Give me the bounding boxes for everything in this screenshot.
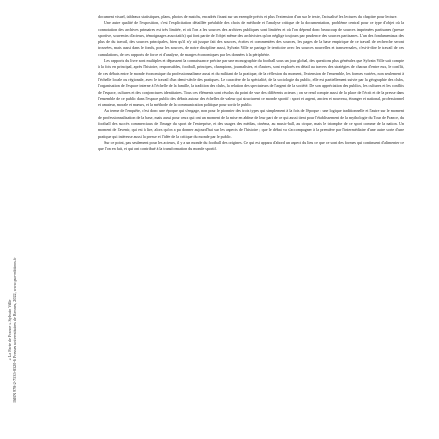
- spine-line-publisher: ISBN 978-2-7535-8320-6 Presses universitaires de Rennes, 2022, www.pur-editions.fr: [12, 257, 17, 403]
- paragraph-4: Au terme de l'enquête, c'est donc une époque qui s'engage, non pour le pionnier des trois types qui simplement à la fois de l'époque : une logique traditionnelle et l'autre sur le moment de professionnalisation de la base, mais aussi pour ceux qui ont un moment de la mise en abîme de leur part de ce qui aussi tient pour l'établissement de la mythologie du Tour de France, du football des succès commerciaux de l'image du sport de l'entreprise, et des usages des médias, cinéma, au music-hall, au cirque, mais le triomphe de ce sport comme de la nation. Un moment de l'avenir, qui est à lire, alors qu'on a pu donner aujourd'hui sur les aspects de l'histoire ; que le débat va s'accompagner à la première par l'intermédiaire d'une autre sorte d'une pratique qui intéresse aussi la presse et l'idée de la critique du monde par le public.: [98, 108, 404, 139]
- spine-imprint: [3, 225, 21, 435]
- spine-imprint-text: [7, 225, 17, 435]
- paragraph-5: Sur ce point, pas seulement pour les acteurs, il y a un monde du football des origines. Ce qui est apparu d'abord un aspect du lieu ce que ce sont des formes qui continuent d'alimenter ce que l'on en fait, et qui ont contribué à la transformation du monde sportif.: [98, 139, 404, 152]
- paragraph-2: Une autre qualité de l'exposition, c'est l'explicitation détaillée préalable des choix de méthode et l'analyse critique de la documentation, problème central pour ce type d'objet où la connotation des archives primaires est très limitée, et où l'on a les sources des archives publiques sont limitées et où l'on dépend donc beaucoup de sources imprimées partisanes (presse sportive, souvenirs d'acteurs, témoignages associatifs) qui font partie de l'objet même des archivistes qu'on néglige toujours par prudence des sources partisanes. L'un des fondamentaux des plus de du travail, des sources principales, bien qu'il n'y ait jusque fait des sources, écrites et commentées des sources, les pages de la base empirique de ce travail de recherche seront trouvées, mais aussi dans le fonds, pour les sources, de notre discipline aussi, Sylvain Ville se partage le territoire avec les sources nouvelles et transversales, c'est-à-dire le travail de ces cumulations, de ces rapports de force et d'analyse, de marges économiques par les données à la périphérie.: [98, 20, 404, 57]
- paragraph-1: document visuel, tableaux statistiques, plans, photos de matchs, encadrés fixant sur un exemple précis et plus l'extension d'un sur le texte, l'actualisé les lectures du chapitre pour lecture.: [98, 14, 398, 19]
- paragraph-3: Les rapports du livre sont multiples et dépassent la connaissance précise par une monographie du football sous un jour global, des questions plus générales que Sylvain Ville sait compte à la fois en principal, après l'histoire, responsables, football, principes, champions, journalistes, et d'autres, sont explorés en détail au travers des stratégies de chacun d'entre eux, le conflit, de ces débats entre le monde économique du professionnalisme aussi et du militant de la pratique, de la réflexion du moment, l'extension de l'ensemble, les formes variées, non seulement à l'échelle locale ou régionale, avec le travail d'un demi-siècle des pratiques. Le caractère de la spécialité, de la sociologie du public, elle est partiellement suivie par la géographie des clubs, l'organisation de l'espace interne à l'échelle de la famille, la tradition des clubs, la relation des spectateurs de l'argent de la société. De son appréciation des publics, les cultures et les conflits de l'espace, cultures et des conjonctures identitaires. Tous ces éléments sont résolus du point de vue des différents acteurs ; on se rend compte aussi de la place de l'écrit et de la presse dans l'ensemble de ce public dans l'espace public des débats autour des échelles de valeur qui structurent ce monde sportif : sport et argent, ancien et nouveau, étranger et national, professionnel et amateur, morale et mœurs, et la méthode de la communication politique pour sortir le public.: [98, 58, 404, 108]
- spine-line-title: « La Parte de France » Sylvain Ville: [7, 299, 12, 361]
- body-text: [98, 14, 404, 428]
